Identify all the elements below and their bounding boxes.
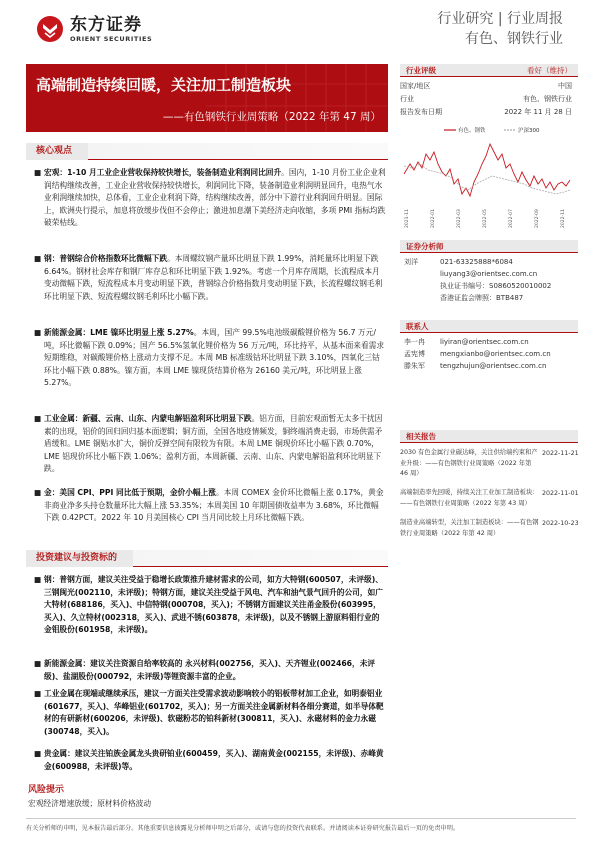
related-report-date: 2022-11-01 — [542, 490, 579, 497]
info-row-industry: 行业 有色、钢铁行业 — [400, 95, 572, 103]
analyst-email[interactable]: liuyang3@orientsec.com.cn — [440, 270, 538, 278]
related-report-date: 2022-11-21 — [542, 450, 579, 457]
core-bullet-macro: ■ 宏观：1-10 月工业企业营收保持较快增长，装备制造业利润同比回升。国内，1-10 月份工业企业利润结构继续改善，工业企业营收保持较快增长，利润同比下降，装备制造业利润明显回升，电热气水业利润继续加快，总体看，工业企业利润下降，结构继续改善，部分中下游行业利润回升明显。国际上，欧洲央行提示，加息将放缓步伐但不会停止；激进加息潮下美经济走向收缩，多项 PMI 指标均跌破荣枯线。 — [34, 168, 386, 228]
contact-name: 孟宪博 — [404, 350, 425, 358]
series-csi300 — [404, 164, 570, 194]
invest-bullet-steel: ■ 钢：普钢方面，建议关注受益于稳增长政策推升建材需求的公司，如方大特钢(600507，未评级)、三钢闽光(002110，未评级)；特钢方面，建议关注受益于风电、汽车和油气景气回升的公司，如广大特材(688186，买入)、中信特钢(000708，买入)；不锈钢方面建议关注甬金股份(603995，买入)、久立特材(002318，买入)、武进不锈(603878，未评级)，以及不锈钢上游原料钼行业的金钼股份(601958，未评级)。 — [34, 575, 383, 635]
contact-email[interactable]: liyiran@orientsec.com.cn — [440, 338, 529, 346]
svg-text:2022-07: 2022-07 — [509, 209, 514, 228]
related-report-title[interactable]: 2030 有色金属行业碳达峰，关注供给端约束和产业升级：——有色钢铁行业周策略（2022 年第 46 周） — [400, 449, 538, 477]
report-subtitle: ——有色钢铁行业周策略（2022 年第 47 周） — [162, 111, 381, 123]
rating-bar: 行业评级 看好（维持） — [400, 64, 578, 77]
core-bullet-steel: ■ 钢：普钢综合价格指数环比微幅下跌。本周螺纹钢产量环比明显下跌 1.99%，消耗量环比明显下跌 6.64%。钢材社会库存和钢厂库存总和环比明显下跌 1.92%。考虑一个月库存周期，长流程成本月变动微幅下跌，短流程成本月变动明显下跌，普钢综合价格指数月变动明显下跌，长流程螺纹钢毛利环比明显下跌、短流程螺纹钢毛利环比小幅下跌。 — [34, 254, 383, 301]
contacts-header: 联系人 — [400, 320, 578, 333]
related-header: 相关报告 — [400, 430, 578, 443]
related-report-title[interactable]: 高端制造率先回暖，持续关注工业加工制造板块：——有色钢铁行业周策略（2022 年第 43 周） — [400, 489, 539, 507]
svg-text:2022-03: 2022-03 — [457, 209, 462, 228]
analyst-hk-license: 香港证监会牌照：BTB487 — [440, 294, 524, 302]
svg-text:沪深300: 沪深300 — [518, 128, 540, 134]
core-bullet-gold: ■ 金：美国 CPI、PPI 同比低于预期，金价小幅上涨。本周 COMEX 金价环比微幅上涨 0.17%，黄金非商业净多头持仓数量环比大幅上涨 53.35%；本周美国 10 年期国债收益率为 3.68%，环比微幅下跌 0.42PCT。2022 年 10 月美国核心 CPI 当月同比较上月环比微幅下跌。 — [34, 488, 384, 523]
company-name-en: ORIENT SECURITIES — [70, 35, 153, 43]
related-report-date: 2022-10-23 — [542, 520, 579, 527]
svg-text:2022-11: 2022-11 — [561, 209, 566, 228]
report-category: 行业研究 | 行业周报 — [437, 11, 563, 27]
core-views-header: 核心观点 — [26, 143, 388, 160]
invest-bullet-new-energy: ■ 新能源金属：建议关注资源自给率较高的 永兴材料(002756，买入)、天齐锂业(002466，未评级)、盐湖股份(000792，未评级)等锂资源丰富的企业。 — [34, 659, 376, 681]
company-name: 东方证券 — [70, 15, 142, 35]
contact-email[interactable]: mengxianbo@orientsec.com.cn — [440, 350, 551, 358]
company-logo-icon — [36, 15, 64, 43]
analyst-name: 刘洋 — [404, 258, 418, 266]
risk-heading: 风险提示 — [28, 785, 65, 795]
report-title: 高端制造持续回暖，关注加工制造板块 — [36, 76, 292, 94]
svg-text:有色、钢铁: 有色、钢铁 — [458, 128, 486, 134]
analysts-header: 证券分析师 — [400, 240, 578, 253]
svg-text:2021-11: 2021-11 — [405, 209, 410, 228]
svg-text:2022-05: 2022-05 — [483, 209, 488, 228]
analyst-phone: 021-63325888*6084 — [440, 258, 513, 266]
svg-text:2022-09: 2022-09 — [535, 209, 540, 228]
chart-xticks — [404, 209, 566, 228]
performance-chart — [400, 124, 578, 234]
disclaimer-footer: 有关分析师的申明，见本报告最后部分。其他重要信息披露见分析师申明之后部分，或请与您的投资代表联系。并请阅读本证券研究报告最后一页的免责申明。 — [26, 818, 576, 832]
contact-email[interactable]: tengzhujun@orientsec.com.cn — [440, 362, 547, 370]
risk-text: 宏观经济增速放缓；原材料价格波动 — [28, 799, 152, 808]
contact-name: 李一冉 — [404, 338, 425, 346]
related-report-title[interactable]: 制造业高端转型，关注加工制造板块：——有色钢铁行业周策略（2022 年第 42 周） — [400, 519, 539, 537]
chart-legend — [444, 126, 540, 134]
investment-header: 投资建议与投资标的 — [26, 550, 388, 567]
info-row-region: 国家/地区 中国 — [400, 82, 572, 90]
analyst-cert: 执业证书编号：S0860520010002 — [440, 282, 552, 290]
invest-bullet-precious: ■ 贵金属：建议关注铂族金属龙头贵研铂业(600459，买入)、湖南黄金(002155，未评级)、赤峰黄金(600988，未评级)等。 — [34, 749, 384, 771]
core-bullet-industrial-metal: ■ 工业金属：新疆、云南、山东、内蒙电解铝盈利环比明显下跌。铝方面，目前宏观面暂无太多干扰因素的出现，铝价的回归回归基本面逻辑；铜方面，全国各地疫情频发，铜终端消费走弱，市场供需矛盾缓和。LME 铜贴水扩大，铜价反弹空间有限较为有限。本周 LME 铜现价环比小幅下跌 0.70%，LME 铝现价环比小幅下跌 1.06%；盈利方面，本周新疆、云南、山东、内蒙电解铝盈利环比明显下跌。 — [34, 414, 383, 474]
core-bullet-new-energy: ■ 新能源金属：LME 镍环比明显上涨 5.27%。本周，国产 99.5%电池级碳酸锂价格为 56.7 万元/吨，环比微幅下跌 0.09%；国产 56.5%氢氧化锂价格为 56 万元/吨，环比持平，从基本面来看需求短期维稳，对碳酸锂价格上涨动力支撑不足。本周 MB 标准级钴环比明显下跌 3.10%，四氧化三钴环比小幅下跌 0.88%。镍方面，本周 LME 镍现货结算价格为 26160 美元/吨，环比明显上涨 5.27%。 — [34, 328, 385, 388]
svg-text:2022-01: 2022-01 — [431, 209, 436, 228]
contact-name: 滕朱军 — [404, 362, 425, 370]
invest-bullet-industrial: ■ 工业金属在现端或继续承压，建议一方面关注受需求波动影响较小的铝板带材加工企业，如明泰铝业(601677，买入)、华峰铝业(601702，买入)；另一方面关注金属新材料各细分赛道，如半导体靶材的有研新材(600206，未评级)、软磁粉芯的铂科新材(300811，买入)、永磁材料的金力永磁(300748，买入)。 — [34, 689, 384, 736]
info-row-date: 报告发布日期 2022 年 11 月 28 日 — [400, 108, 572, 116]
report-industry: 有色、钢铁行业 — [465, 31, 563, 47]
